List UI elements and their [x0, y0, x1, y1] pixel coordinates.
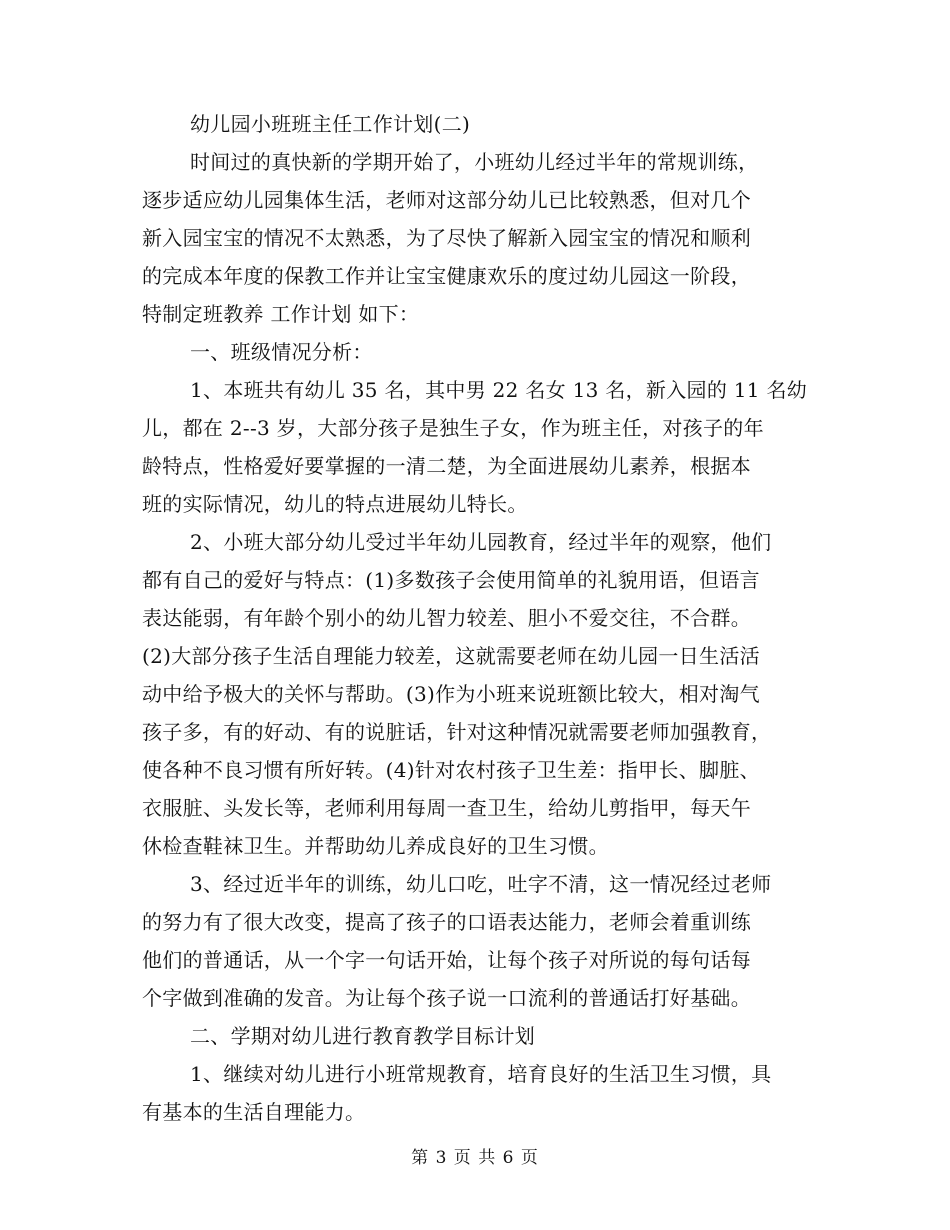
- text-line: 新入园宝宝的情况不太熟悉，为了尽快了解新入园宝宝的情况和顺利: [142, 226, 751, 250]
- text-line: 孩子多，有的好动、有的说脏话，针对这种情况就需要老师加强教育，: [142, 720, 772, 744]
- text-line: 龄特点，性格爱好要掌握的一清二楚，为全面进展幼儿素养，根据本: [142, 454, 751, 478]
- text-line: 表达能弱，有年龄个别小的幼儿智力较差、胆小不爱交往，不合群。: [142, 606, 751, 630]
- text-line: 3、经过近半年的训练，幼儿口吃，吐字不清，这一情况经过老师: [190, 872, 772, 896]
- text-line: 有基本的生活自理能力。: [142, 1100, 366, 1124]
- text-line: 都有自己的爱好与特点：(1)多数孩子会使用简单的礼貌用语，但语言: [142, 568, 760, 592]
- text-line: 时间过的真快新的学期开始了，小班幼儿经过半年的常规训练，: [190, 150, 759, 174]
- text-line: 1、本班共有幼儿 35 名，其中男 22 名女 13 名，新入园的 11 名幼: [190, 378, 808, 402]
- page-footer: 第 3 页 共 6 页: [411, 1148, 539, 1168]
- text-line: 特制定班教养 工作计划 如下：: [142, 302, 420, 326]
- text-line: 他们的普通话，从一个字一句话开始，让每个孩子对所说的每句话每: [142, 948, 751, 972]
- document-body: [142, 105, 810, 1131]
- text-line: (2)大部分孩子生活自理能力较差，这就需要老师在幼儿园一日生活活: [142, 644, 760, 668]
- text-line: 逐步适应幼儿园集体生活，老师对这部分幼儿已比较熟悉，但对几个: [142, 188, 751, 212]
- text-line: 动中给予极大的关怀与帮助。(3)作为小班来说班额比较大，相对淘气: [142, 682, 760, 706]
- text-line: 儿，都在 2--3 岁，大部分孩子是独生子女，作为班主任，对孩子的年: [142, 416, 764, 440]
- text-line: 的完成本年度的保教工作并让宝宝健康欢乐的度过幼儿园这一阶段，: [142, 264, 751, 288]
- document-title: 幼儿园小班班主任工作计划(二): [190, 112, 471, 136]
- text-line: 休检查鞋袜卫生。并帮助幼儿养成良好的卫生习惯。: [142, 834, 609, 858]
- text-line: 1、继续对幼儿进行小班常规教育，培育良好的生活卫生习惯，具: [190, 1062, 772, 1086]
- text-line: 使各种不良习惯有所好转。(4)针对农村孩子卫生差：指甲长、脚脏、: [142, 758, 760, 782]
- text-line: 个字做到准确的发音。为让每个孩子说一口流利的普通话打好基础。: [142, 986, 751, 1010]
- text-line: 衣服脏、头发长等，老师利用每周一查卫生，给幼儿剪指甲，每天午: [142, 796, 751, 820]
- text-line: 一、班级情况分析：: [190, 340, 373, 364]
- text-line: 2、小班大部分幼儿受过半年幼儿园教育，经过半年的观察，他们: [190, 530, 772, 554]
- text-line: 的努力有了很大改变，提高了孩子的口语表达能力，老师会着重训练: [142, 910, 751, 934]
- text-line: 班的实际情况，幼儿的特点进展幼儿特长。: [142, 492, 528, 516]
- text-line: 二、学期对幼儿进行教育教学目标计划: [190, 1024, 536, 1048]
